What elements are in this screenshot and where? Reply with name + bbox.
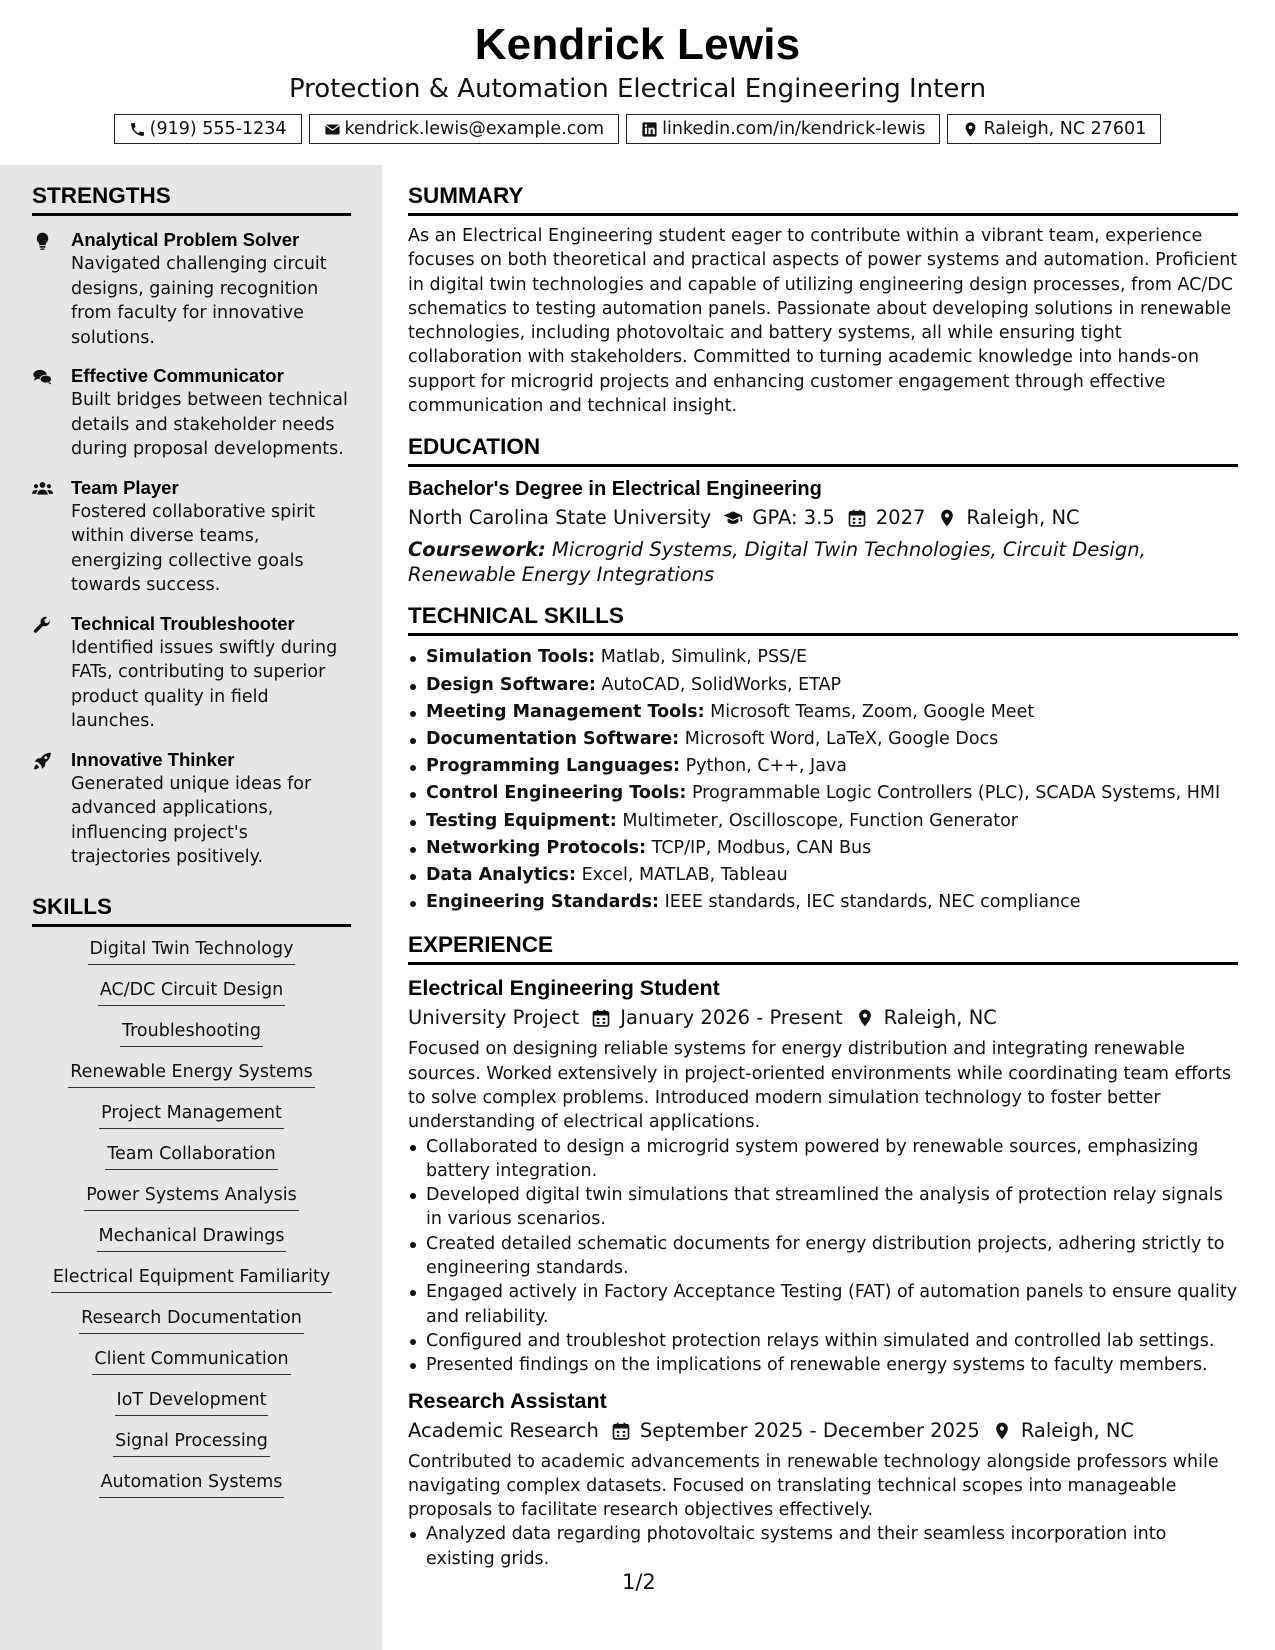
skill-tag: Automation Systems (99, 1470, 285, 1498)
skill-values: IEEE standards, IEC standards, NEC compliance (664, 892, 1081, 913)
email-contact[interactable] (309, 114, 620, 144)
job-bullets (408, 1522, 1238, 1571)
list-item: Created detailed schematic documents for energy distribution projects, adhering strictly to engineering standards. (408, 1232, 1238, 1281)
map-pin-icon (855, 1008, 875, 1028)
list-item (408, 889, 1238, 916)
job-dates: September 2025 - December 2025 (639, 1418, 980, 1442)
graduation-year: 2027 (875, 506, 926, 530)
lightbulb-icon (32, 231, 53, 251)
list-item: Collaborated to design a microgrid system powered by renewable sources, emphasizing battery integration. (408, 1135, 1238, 1184)
map-pin-icon (937, 508, 957, 528)
list-item (408, 862, 1238, 889)
skill-values: Microsoft Teams, Zoom, Google Meet (710, 701, 1035, 722)
skill-tag: Renewable Energy Systems (68, 1060, 315, 1088)
comments-icon (32, 367, 53, 387)
strengths-list (32, 228, 351, 870)
list-item: Developed digital twin simulations that streamlined the analysis of protection relay signals in various scenarios. (408, 1183, 1238, 1232)
sidebar (0, 165, 382, 1650)
coursework-list: Microgrid Systems, Digital Twin Technologies, Circuit Design, Renewable Energy Integrations (408, 538, 1146, 587)
job-org: Academic Research (408, 1418, 599, 1442)
skill-values: Microsoft Word, LaTeX, Google Docs (684, 728, 999, 749)
skill-category: Documentation Software: (426, 728, 680, 749)
list-item (408, 808, 1238, 835)
strength-item (32, 748, 351, 870)
strength-item (32, 612, 351, 734)
page-number: 1/2 (622, 1570, 656, 1594)
job-org: University Project (408, 1006, 580, 1030)
strength-title: Innovative Thinker (71, 748, 235, 770)
graduation-cap-icon (723, 508, 743, 528)
skill-tag: Research Documentation (79, 1306, 304, 1334)
strength-desc: Built bridges between technical details and stakeholder needs during proposal developments. (71, 390, 348, 459)
degree-title: Bachelor's Degree in Electrical Engineering (408, 478, 822, 501)
gpa-text: GPA: 3.5 (752, 506, 835, 530)
education-meta (408, 503, 1238, 533)
strength-desc: Navigated challenging circuit designs, gaining recognition from faculty for innovative solutions. (71, 254, 327, 348)
skill-category: Simulation Tools: (426, 647, 596, 668)
resume-header (0, 0, 1275, 165)
experience-heading: EXPERIENCE (408, 932, 1238, 965)
skill-values: AutoCAD, SolidWorks, ETAP (601, 674, 842, 695)
summary-heading: SUMMARY (408, 183, 1238, 216)
list-item: Configured and troubleshot protection relays within simulated and controlled lab settings. (408, 1329, 1238, 1353)
strength-title: Analytical Problem Solver (71, 229, 300, 250)
skill-tag: Troubleshooting (120, 1019, 263, 1047)
job-title: Electrical Engineering Student (408, 976, 720, 1001)
phone-text: (919) 555-1234 (149, 119, 287, 139)
job-dates: January 2026 - Present (620, 1006, 843, 1030)
skill-values: Excel, MATLAB, Tableau (581, 865, 788, 885)
strength-title: Technical Troubleshooter (71, 612, 295, 634)
strength-title: Team Player (71, 476, 179, 498)
list-item (408, 780, 1238, 807)
job-location: Raleigh, NC (1020, 1418, 1135, 1442)
job-title: Research Assistant (408, 1388, 607, 1413)
location-contact (947, 114, 1161, 144)
calendar-icon (591, 1008, 611, 1028)
strength-item (32, 364, 351, 462)
skill-category: Control Engineering Tools: (426, 783, 687, 804)
technical-skills-heading: TECHNICAL SKILLS (408, 603, 1238, 636)
strength-item (32, 476, 351, 598)
list-item: Analyzed data regarding photovoltaic systems and their seamless incorporation into existing grids. (408, 1522, 1238, 1571)
skill-values: Matlab, Simulink, PSS/E (600, 647, 808, 668)
school-name: North Carolina State University (408, 506, 712, 530)
contact-bar (0, 114, 1275, 144)
coursework-label: Coursework: (408, 538, 546, 562)
envelope-icon (324, 121, 341, 138)
strengths-heading: STRENGTHS (32, 183, 351, 216)
list-item: Presented findings on the implications of renewable energy systems to faculty members. (408, 1353, 1238, 1377)
list-item: Engaged actively in Factory Acceptance Testing (FAT) of automation panels to ensure quality and reliability. (408, 1280, 1238, 1329)
skill-tag: Digital Twin Technology (88, 937, 296, 965)
skill-category: Testing Equipment: (426, 810, 617, 831)
skill-values: Python, C++, Java (685, 756, 848, 777)
calendar-icon (847, 508, 867, 528)
skills-heading: SKILLS (32, 894, 351, 927)
list-item (408, 726, 1238, 753)
wrench-icon (32, 615, 53, 635)
skill-tag: Electrical Equipment Familiarity (51, 1265, 332, 1293)
skills-list (32, 937, 351, 1498)
map-pin-icon (962, 121, 979, 138)
education-section (408, 434, 1238, 587)
skill-tag: Project Management (99, 1101, 284, 1129)
linkedin-text: linkedin.com/in/kendrick-lewis (662, 119, 926, 139)
users-icon (32, 479, 53, 499)
job-entry (408, 973, 1238, 1377)
summary-text: As an Electrical Engineering student eager to contribute within a vibrant team, experience focuses on both theoretical and practical aspects of power systems and automation. Proficient in digital twin technologies and capable of utilizing engineering design processes, from AC/DC schematics to testing automation panels. Passionate about developing solutions in renewable technologies, including photovoltaic and battery systems, all while ensuring tight collaboration with stakeholders. Committed to turning academic knowledge into hands-on support for microgrid projects and enhancing customer engagement through effective communication and technical insight. (408, 226, 1238, 417)
strength-item (32, 228, 351, 350)
job-meta (408, 1003, 1238, 1033)
phone-contact[interactable] (114, 114, 302, 144)
list-item (408, 835, 1238, 862)
candidate-role: Protection & Automation Electrical Engineering Intern (288, 74, 987, 104)
technical-skills-list (408, 644, 1238, 916)
education-location: Raleigh, NC (966, 506, 1080, 530)
job-summary: Contributed to academic advancements in renewable technology alongside professors while navigating complex datasets. Focused on translating technical scopes into manageable proposals to facilitate research objectives effectively. (408, 1451, 1219, 1521)
strength-desc: Identified issues swiftly during FATs, contributing to superior product quality in field launches. (71, 637, 338, 731)
linkedin-contact[interactable] (626, 114, 940, 144)
skill-tag: Client Communication (92, 1347, 290, 1375)
skill-tag: AC/DC Circuit Design (98, 978, 285, 1006)
skill-tag: Mechanical Drawings (97, 1224, 287, 1252)
job-meta (408, 1416, 1238, 1446)
skill-category: Networking Protocols: (426, 837, 647, 858)
linkedin-icon (641, 121, 658, 138)
email-text: kendrick.lewis@example.com (344, 119, 605, 139)
skill-values: Programmable Logic Controllers (PLC), SCADA Systems, HMI (691, 783, 1221, 804)
main-content (408, 183, 1238, 1587)
list-item (408, 753, 1238, 780)
skill-tag: Power Systems Analysis (84, 1183, 299, 1211)
skill-tag: IoT Development (115, 1388, 269, 1416)
job-entry (408, 1386, 1238, 1571)
job-location: Raleigh, NC (883, 1006, 997, 1030)
skill-tag: Signal Processing (113, 1429, 270, 1457)
education-heading: EDUCATION (408, 434, 1238, 467)
skill-category: Meeting Management Tools: (426, 701, 705, 722)
list-item (408, 699, 1238, 726)
list-item (408, 672, 1238, 699)
rocket-icon (32, 751, 53, 771)
list-item (408, 644, 1238, 671)
skill-category: Design Software: (426, 674, 596, 695)
coursework (408, 537, 1238, 587)
skill-category: Programming Languages: (426, 756, 681, 777)
map-pin-icon (992, 1421, 1012, 1441)
skill-tag: Team Collaboration (105, 1142, 277, 1170)
calendar-icon (611, 1421, 631, 1441)
location-text: Raleigh, NC 27601 (983, 119, 1147, 139)
strength-desc: Generated unique ideas for advanced applications, influencing project's trajectories positively. (71, 773, 312, 867)
candidate-name: Kendrick Lewis (474, 20, 801, 69)
strength-desc: Fostered collaborative spirit within diverse teams, energizing collective goals towards success. (71, 501, 316, 595)
job-bullets (408, 1135, 1238, 1378)
skill-values: TCP/IP, Modbus, CAN Bus (651, 837, 872, 858)
skill-category: Engineering Standards: (426, 892, 659, 913)
skill-category: Data Analytics: (426, 865, 576, 885)
job-summary: Focused on designing reliable systems for energy distribution and integrating renewable sources. Worked extensively in project-oriented environments while coordinating team efforts to solve complex problems. Introduced modern simulation technology to foster better understanding of electrical applications. (408, 1039, 1232, 1133)
strength-title: Effective Communicator (71, 365, 284, 386)
phone-icon (129, 121, 146, 138)
technical-skills-section (408, 603, 1238, 916)
summary-section (408, 183, 1238, 418)
experience-section (408, 932, 1238, 1571)
skill-values: Multimeter, Oscilloscope, Function Generator (622, 810, 1018, 831)
